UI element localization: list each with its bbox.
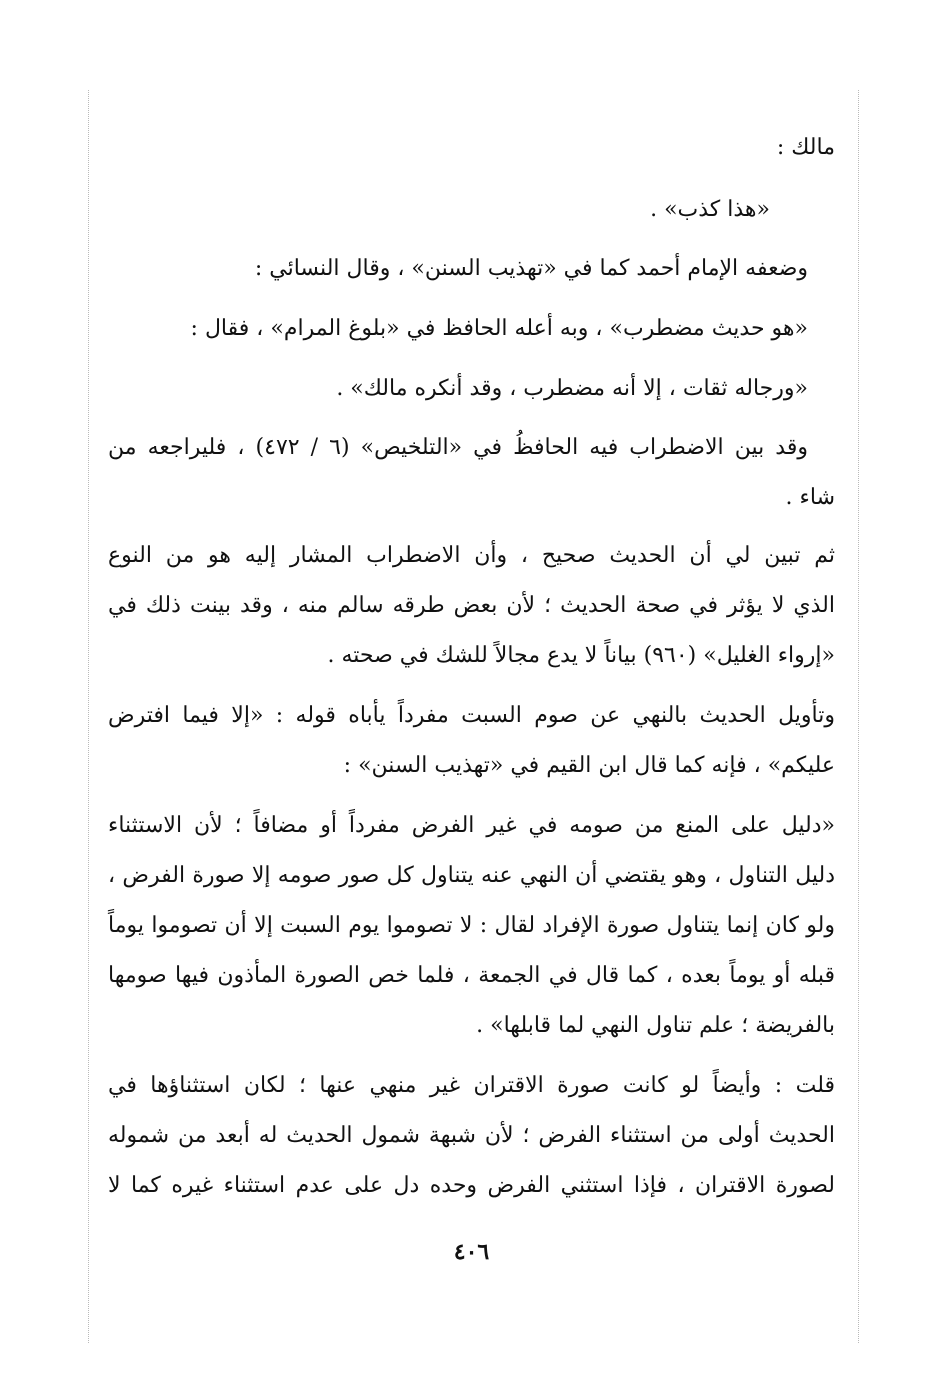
text-line: ولو كان إنما يتناول صورة الإفراد لقال : لا تصوموا يوم السبت إلا أن تصوموا يوماً <box>108 913 835 938</box>
text-line: قبله أو يوماً بعده ، كما قال في الجمعة ، فلما خص الصورة المأذون فيها صومها <box>108 963 835 988</box>
text-line: لصورة الاقتران ، فإذا استثني الفرض وحده دل على عدم استثناء غيره كما لا <box>108 1173 835 1198</box>
text-line: «ورجاله ثقات ، إلا أنه مضطرب ، وقد أنكره مالك» . <box>336 376 808 401</box>
text-line: «دليل على المنع من صومه في غير الفرض مفرداً أو مضافاً ؛ لأن الاستثناء <box>108 813 835 838</box>
text-line: «هو حديث مضطرب» ، وبه أعله الحافظ في «بلوغ المرام» ، فقال : <box>190 316 808 341</box>
text-line: وضعفه الإمام أحمد كما في «تهذيب السنن» ، وقال النسائي : <box>254 256 808 281</box>
text-line: بالفريضة ؛ علم تناول النهي لما قابلها» . <box>476 1013 835 1038</box>
text-line: عليكم» ، فإنه كما قال ابن القيم في «تهذيب السنن» : <box>343 753 835 778</box>
text-line: شاء . <box>785 485 835 510</box>
text-line: وتأويل الحديث بالنهي عن صوم السبت مفرداً يأباه قوله : «إلا فيما افترض <box>108 703 835 728</box>
left-scan-edge <box>88 90 89 1343</box>
text-line: «إرواء الغليل» (٩٦٠) بياناً لا يدع مجالاً للشك في صحته . <box>327 643 835 668</box>
text-line: قلت : وأيضاً لو كانت صورة الاقتران غير منهي عنها ؛ لكان استثناؤها في <box>108 1073 835 1098</box>
text-line: «هذا كذب» . <box>650 197 770 222</box>
text-line: ثم تبين لي أن الحديث صحيح ، وأن الاضطراب المشار إليه هو من النوع <box>108 543 835 568</box>
text-line: الحديث أولى من استثناء الفرض ؛ لأن شبهة شمول الحديث له أبعد من شموله <box>108 1123 835 1148</box>
text-line: وقد بين الاضطراب فيه الحافظُ في «التلخيص» (٦ / ٤٧٢) ، فليراجعه من <box>108 435 808 460</box>
right-scan-edge <box>858 90 859 1343</box>
text-line: الذي لا يؤثر في صحة الحديث ؛ لأن بعض طرقه سالم منه ، وقد بينت ذلك في <box>108 593 835 618</box>
text-line: دليل التناول ، وهو يقتضي أن النهي عنه يتناول كل صور صومه إلا صورة الفرض ، <box>108 863 835 888</box>
page-number: ٤٠٦ <box>453 1239 490 1265</box>
text-line: مالك : <box>776 135 835 160</box>
